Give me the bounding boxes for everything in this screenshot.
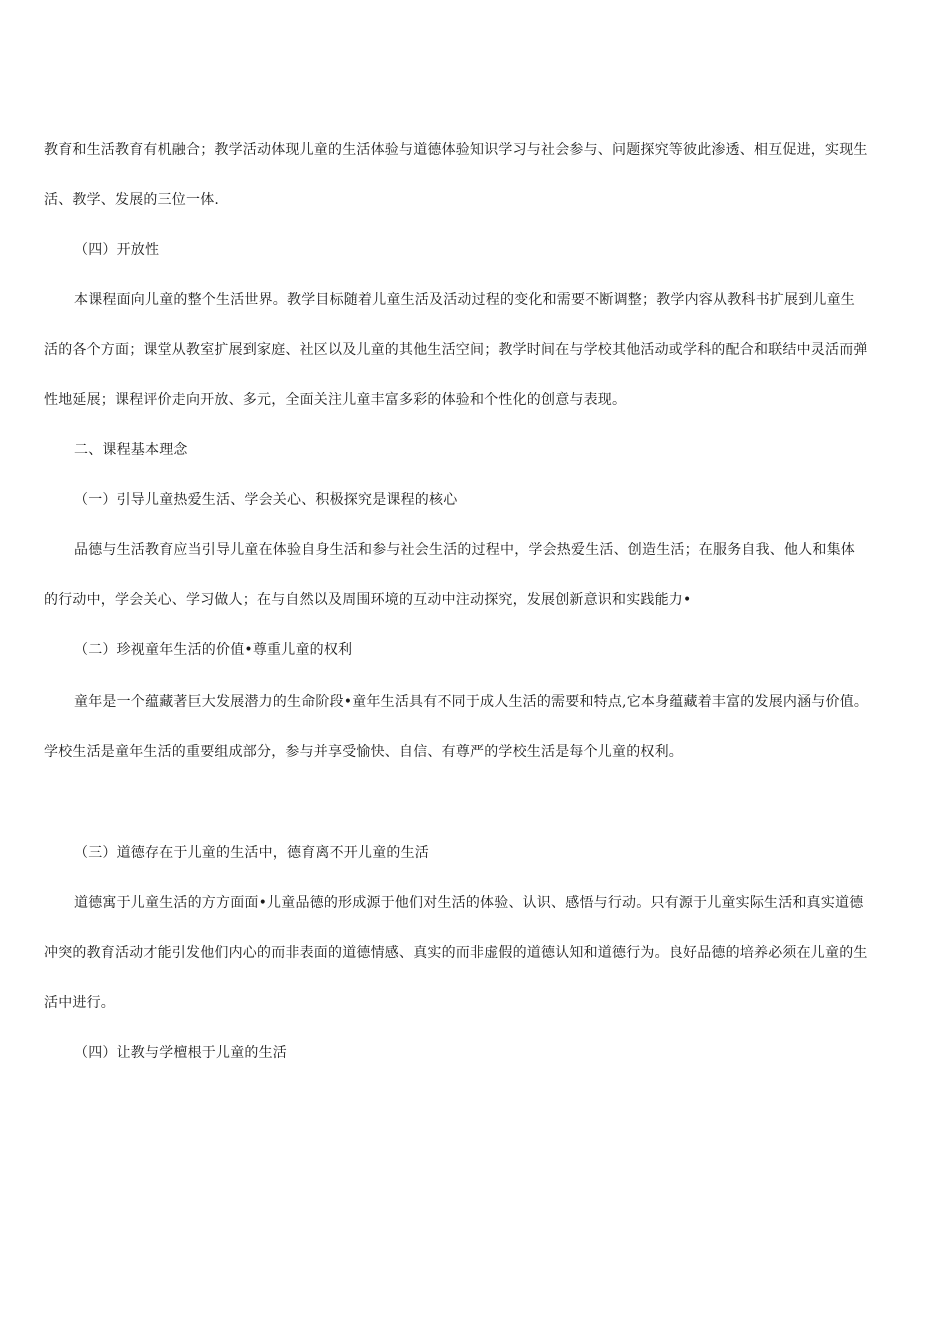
paragraph-line: 的行动中，学会关心、学习做人；在与自然以及周围环境的互动中注动探究，发展创新意识和实践能力•	[44, 592, 692, 608]
section-heading: （一）引导儿童热爱生活、学会关心、积极探究是课程的核心	[74, 492, 458, 508]
paragraph-line: 性地延展；课程评价走向开放、多元，全面关注儿童丰富多彩的体验和个性化的创意与表现。	[44, 392, 627, 408]
paragraph-line: 学校生活是童年生活的重要组成部分，参与并享受愉快、自信、有尊严的学校生活是每个儿童的权利。	[44, 744, 683, 760]
section-heading: 二、课程基本理念	[74, 442, 188, 458]
paragraph-line: 活、教学、发展的三位一体.	[44, 192, 220, 208]
paragraph-line: 童年是一个蕴藏著巨大发展潜力的生命阶段•童年生活具有不同于成人生活的需要和特点,它本身蕴藏着丰富的发展内涵与价值。	[74, 694, 869, 710]
section-heading: （四）开放性	[74, 242, 160, 258]
paragraph-line: 本课程面向儿童的整个生活世界。教学目标随着儿童生活及活动过程的变化和需要不断调整；教学内容从教科书扩展到儿童生	[74, 292, 855, 308]
paragraph-line: 活的各个方面；课堂从教室扩展到家庭、社区以及儿童的其他生活空间；教学时间在与学校其他活动或学科的配合和联结中灵活而弹	[44, 342, 868, 358]
section-heading: （二）珍视童年生活的价值•尊重儿童的权利	[74, 642, 353, 658]
paragraph-line: 教育和生活教育有机融合；教学活动体现儿童的生活体验与道德体验知识学习与社会参与、问题探究等彼此渗透、相互促进，实现生	[44, 142, 868, 158]
paragraph-line: 道德寓于儿童生活的方方面面•儿童品德的形成源于他们对生活的体验、认识、感悟与行动。只有源于儿童实际生活和真实道德	[74, 895, 864, 911]
paragraph-line: 品德与生活教育应当引导儿童在体验自身生活和参与社会生活的过程中，学会热爱生活、创造生活；在服务自我、他人和集体	[74, 542, 855, 558]
section-heading: （四）让教与学檀根于儿童的生活	[74, 1045, 287, 1061]
paragraph-line: 冲突的教育活动才能引发他们内心的而非表面的道德情感、真实的而非虚假的道德认知和道德行为。良好品德的培养必须在儿童的生	[44, 945, 868, 961]
section-heading: （三）道德存在于儿童的生活中，德育离不开儿童的生活	[74, 845, 429, 861]
paragraph-line: 活中进行。	[44, 995, 115, 1011]
